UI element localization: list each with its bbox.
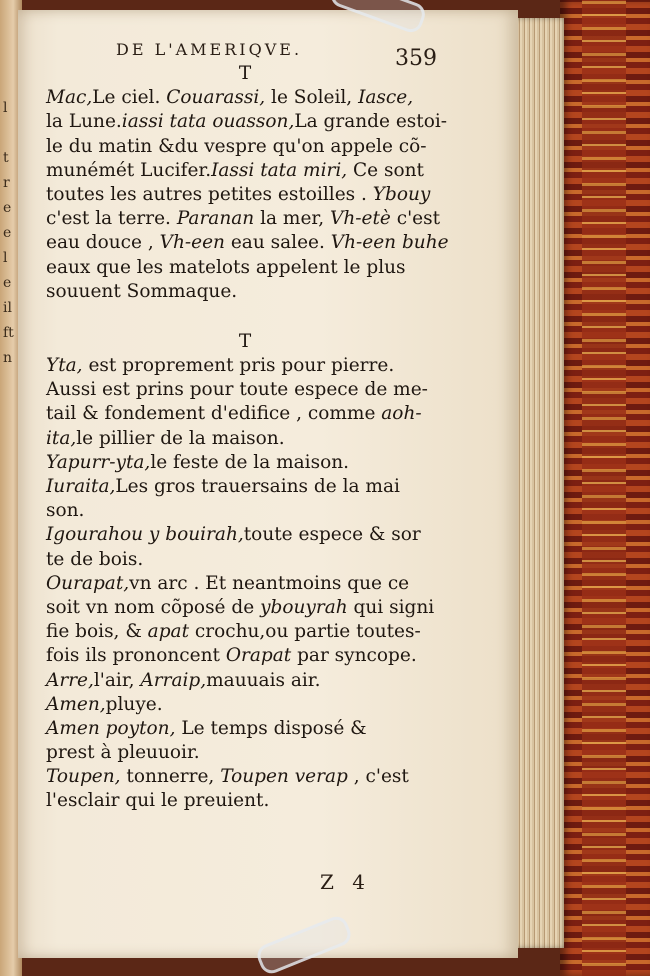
text-run: prest à pleuuoir.: [46, 742, 200, 764]
text-run: Vh-etè: [329, 208, 391, 230]
text-line: [46, 548, 440, 572]
facing-page-letter: e: [3, 275, 12, 291]
decorated-binding-edge: [560, 0, 650, 976]
text-run: Toupen verap: [220, 766, 348, 788]
text-run: Aussi est prins pour toute espece de me-: [46, 379, 428, 401]
text-run: souuent Sommaque.: [46, 280, 238, 302]
text-run: toute espece & sor: [243, 524, 421, 546]
running-head: DE L'AMERIQVE.: [116, 40, 303, 59]
text-run: eaux que les matelots appelent le plus: [46, 256, 406, 278]
text-run: ybouyrah: [260, 596, 348, 618]
text-run: mauuais air.: [206, 669, 321, 691]
text-line: [46, 110, 448, 134]
text-run: Ybouy: [372, 183, 431, 205]
text-run: c'est la terre.: [46, 208, 177, 230]
text-line: [46, 765, 440, 789]
text-run: toutes les autres petites estoilles .: [46, 183, 373, 205]
facing-page-letter: t: [3, 150, 9, 166]
text-line: [46, 475, 440, 499]
text-run: le pillier de la maison.: [76, 427, 285, 449]
text-run: crochu,ou partie toutes-: [189, 621, 421, 643]
text-line: [46, 256, 440, 280]
text-run: Vh-een: [159, 232, 225, 254]
text-run: l'esclair qui le preuient.: [46, 790, 270, 812]
facing-page-letter: ft: [3, 325, 14, 341]
text-run: c'est: [390, 208, 441, 230]
text-run: Couarassi,: [166, 87, 266, 109]
text-run: Amen poyton,: [46, 717, 176, 739]
text-run: le du matin &du vespre qu'on appele cõ-: [46, 135, 427, 157]
text-line: [46, 86, 440, 110]
text-run: est proprement pris pour pierre.: [82, 355, 395, 377]
text-line: [46, 693, 440, 717]
section-body: [46, 354, 440, 814]
text-run: te de bois.: [46, 548, 144, 570]
text-line: [46, 207, 440, 231]
text-run: Arre,: [46, 669, 94, 691]
text-run: la mer,: [254, 208, 330, 230]
text-line: [46, 523, 440, 547]
text-run: son.: [46, 500, 85, 522]
text-run: Le temps disposé &: [175, 717, 367, 739]
text-run: Iuraita,: [46, 476, 116, 497]
text-run: Toupen,: [46, 766, 121, 788]
text-run: Ce sont: [347, 159, 424, 181]
text-run: iassi tata ouasson,: [121, 111, 295, 133]
text-run: Orapat: [225, 645, 292, 667]
text-run: aoh-: [381, 403, 422, 425]
signature-mark: Z 4: [320, 870, 371, 894]
text-line: [46, 427, 440, 451]
text-line: [46, 741, 440, 765]
text-run: eau salee.: [224, 232, 331, 254]
text-line: [46, 717, 440, 741]
text-line: [46, 572, 440, 596]
text-run: fie bois, &: [46, 621, 148, 643]
text-line: [46, 280, 440, 304]
gilt-binding-ornament: [582, 0, 626, 976]
text-run: munémét Lucifer.: [46, 159, 212, 181]
facing-page-letter: l: [3, 250, 8, 266]
text-run: Yta,: [46, 355, 83, 377]
text-run: Igourahou y bouirah,: [46, 524, 244, 546]
facing-page-letter: n: [3, 350, 13, 366]
text-run: soit vn nom cõposé de: [46, 596, 261, 618]
text-run: fois ils prononcent: [46, 645, 226, 667]
text-run: l'air,: [93, 669, 141, 691]
text-run: , c'est: [347, 766, 409, 788]
section-body: [46, 86, 449, 304]
text-line: [46, 451, 440, 475]
text-line: [46, 644, 440, 668]
facing-page-letter: e: [3, 225, 12, 241]
facing-page-letter: il: [3, 300, 12, 316]
text-run: vn arc . Et neantmoins que ce: [129, 572, 410, 594]
facing-page-letter: l: [3, 100, 8, 116]
text-run: par syncope.: [291, 645, 417, 667]
text-line: [46, 789, 440, 813]
section-heading: T: [238, 63, 252, 84]
text-run: Le ciel.: [92, 87, 167, 109]
text-run: Iassi tata miri,: [211, 159, 348, 181]
text-line: [46, 231, 449, 255]
text-line: [46, 669, 440, 693]
text-line: [46, 354, 440, 378]
text-run: pluye.: [105, 693, 163, 715]
text-run: Amen,: [46, 693, 106, 715]
text-run: ita,: [46, 427, 77, 449]
text-run: qui signi: [347, 596, 435, 618]
text-line: [46, 378, 440, 402]
text-run: Ourapat,: [46, 572, 130, 594]
text-line: [46, 183, 440, 207]
section-heading: T: [238, 330, 252, 352]
text-run: Iasce,: [358, 87, 414, 109]
text-run: le feste de la maison.: [150, 451, 350, 473]
text-run: Arraip,: [140, 669, 207, 691]
text-run: Les gros trauersains de la mai: [115, 476, 400, 497]
text-run: tail & fondement d'edifice , comme: [46, 403, 382, 425]
text-line: [46, 159, 440, 183]
book-page: [18, 10, 518, 958]
page-block-edges: [512, 18, 564, 948]
facing-page-letter: e: [3, 200, 12, 216]
text-run: eau douce ,: [46, 232, 160, 254]
text-line: [46, 135, 440, 159]
facing-page-letter: r: [3, 175, 10, 191]
text-run: le Soleil,: [265, 87, 359, 109]
text-line: [46, 620, 440, 644]
text-line: [46, 596, 440, 620]
text-line: [46, 402, 440, 426]
page-text: [46, 62, 449, 814]
text-run: Mac,: [46, 87, 93, 109]
text-run: la Lune.: [46, 111, 122, 133]
text-run: Yapurr-yta,: [46, 451, 151, 473]
page-number: 359: [395, 46, 437, 71]
text-run: tonnerre,: [120, 766, 221, 788]
text-run: Paranan: [176, 208, 255, 230]
text-run: apat: [147, 621, 190, 643]
text-line: [46, 499, 440, 523]
text-run: La grande estoi-: [294, 111, 448, 133]
text-run: Vh-een buhe: [330, 232, 449, 254]
